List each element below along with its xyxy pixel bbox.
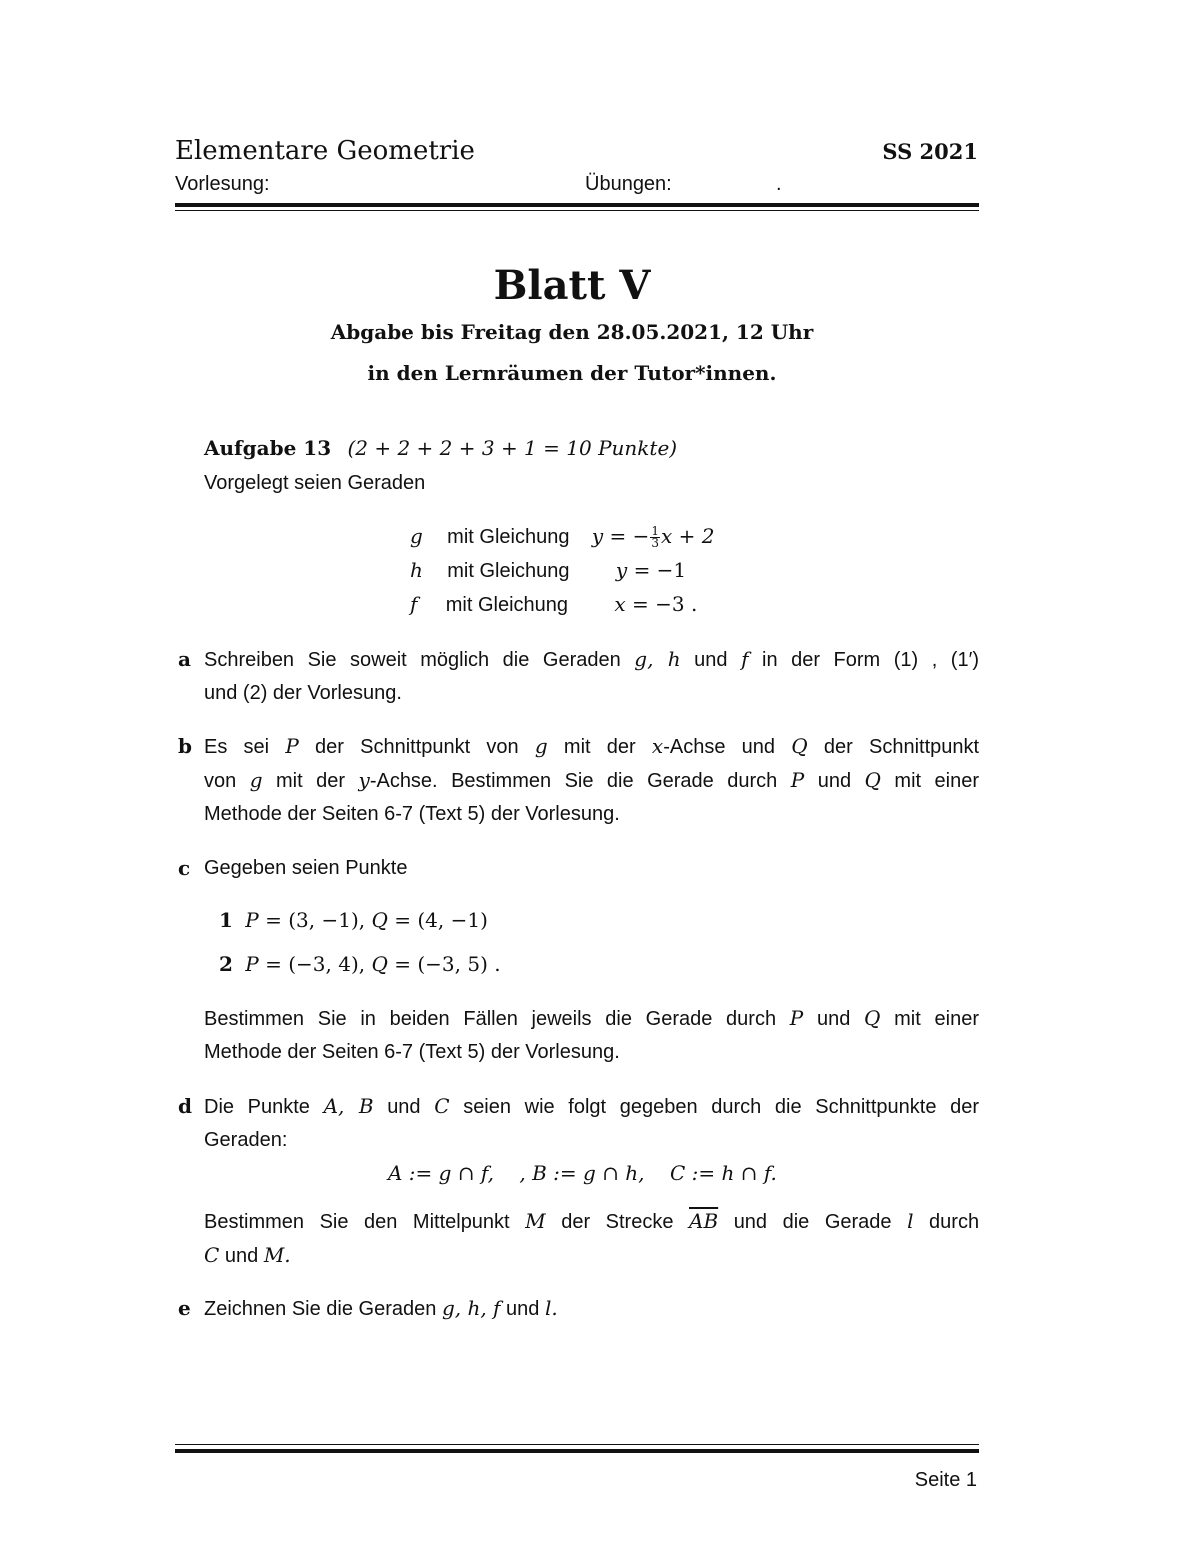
sheet-title: Blatt V — [493, 262, 651, 309]
part-d-line2: Geraden: — [204, 1129, 288, 1151]
course-title: Elementare Geometrie — [175, 136, 475, 166]
part-c-item-1: 1 P = (3, −1), Q = (4, −1) — [219, 908, 488, 932]
footer-rule-thick — [175, 1449, 979, 1453]
part-d-label: d — [178, 1094, 192, 1118]
submission-location: in den Lernräumen der Tutor*innen. — [367, 361, 777, 385]
part-c-line1: Bestimmen Sie in beiden Fällen jeweils die Gerade durch P und Q mit einer — [204, 1006, 979, 1030]
exercises-label: Übungen: — [585, 173, 672, 195]
equation-f: f mit Gleichung x = −3 . — [410, 592, 698, 616]
fraction: $\frac{1}{3}$ — [651, 524, 659, 550]
page-number: Seite 1 — [914, 1469, 977, 1491]
lecture-label: Vorlesung: — [175, 173, 270, 195]
part-e-label: e — [178, 1296, 191, 1320]
footer-rule-thin — [175, 1444, 979, 1445]
part-d-equation: A := g ∩ f, , B := g ∩ h, C := h ∩ f. — [388, 1161, 777, 1185]
part-b-line3: Methode der Seiten 6-7 (Text 5) der Vorlesung. — [204, 803, 620, 825]
part-c-intro: Gegeben seien Punkte — [204, 857, 408, 879]
part-b-line1: Es sei P der Schnittpunkt von g mit der x-Achse und Q der Schnittpunkt — [204, 734, 980, 758]
task-title: Aufgabe 13 — [204, 436, 332, 460]
exercises-dot: . — [776, 173, 782, 195]
semester: SS 2021 — [882, 139, 978, 164]
part-e-line: Zeichnen Sie die Geraden g, h, f und l. — [204, 1296, 558, 1320]
part-d-line1: Die Punkte A, B und C seien wie folgt gegeben durch die Schnittpunkte der — [204, 1094, 980, 1118]
header-rule-thin — [175, 210, 979, 211]
part-d-line3: Bestimmen Sie den Mittelpunkt M der Strecke $\overline{AB}$ und die Gerade l durch — [204, 1209, 980, 1233]
equation-g: g mit Gleichung y = − $\frac{1}{3}$ x + 2 — [410, 524, 715, 550]
eq-name: g — [410, 524, 423, 548]
equation-h: h mit Gleichung y = −1 — [410, 558, 687, 582]
deadline: Abgabe bis Freitag den 28.05.2021, 12 Uhr — [330, 320, 814, 344]
part-c-line2: Methode der Seiten 6-7 (Text 5) der Vorlesung. — [204, 1041, 620, 1063]
header-rule-thick — [175, 203, 979, 207]
part-c-label: c — [178, 856, 191, 880]
task-heading — [204, 436, 677, 460]
part-d-line4: C und M. — [204, 1243, 291, 1267]
part-b-label: b — [178, 734, 192, 758]
part-b-line2: von g mit der y-Achse. Bestimmen Sie die Gerade durch P und Q mit einer — [204, 768, 980, 792]
part-a-line1: Schreiben Sie soweit möglich die Geraden g, h und f in der Form (1) , (1′) — [204, 647, 979, 671]
part-c-item-2: 2 P = (−3, 4), Q = (−3, 5) . — [219, 952, 501, 976]
task-points: (2 + 2 + 2 + 3 + 1 = 10 Punkte) — [347, 436, 678, 460]
part-a-label: a — [178, 647, 191, 671]
task-intro: Vorgelegt seien Geraden — [204, 472, 426, 494]
part-a-line2: und (2) der Vorlesung. — [204, 682, 402, 704]
